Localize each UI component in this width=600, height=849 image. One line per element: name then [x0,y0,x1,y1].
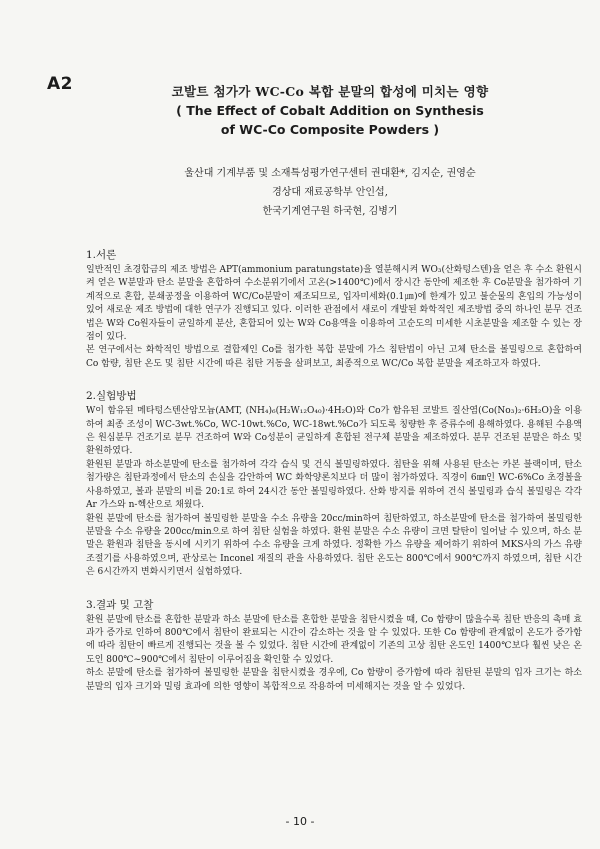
results-paragraph-2: 하소 분말에 탄소를 첨가하여 볼밀링한 분말을 침탄시켰을 경우에, Co 함량이 증가함에 따라 침탄된 분말의 입자 크기는 하소 분말의 입자 크기와 밀링 효과에 의한 영향이 복합적으로 작용하여 미세해지는 것을 알 수 있었다. [86,668,582,692]
author-affiliations [110,164,550,221]
abstract-id-badge: A2 [47,74,73,94]
section-spacer [86,371,582,389]
page-number: - 10 - [285,815,315,828]
section-heading-results: 3.결과 및 고찰 [86,598,154,611]
intro-paragraph-2: 본 연구에서는 화학적인 방법으로 결합제인 Co를 첨가한 복합 분말에 가스 침탄법이 아닌 고체 탄소를 볼밀링으로 혼합하여 Co 함량, 침탄 온도 및 침탄 시간에 따른 침탄 거동을 살펴보고, 최종적으로 WC/Co 복합 분말을 제조하고자 하였다. [86,345,582,369]
title-english-line2: of WC-Co Composite Powders ) [220,122,440,137]
results-paragraph-1: 환원 분말에 탄소를 혼합한 분말과 하소 분말에 탄소를 혼합한 분말을 침탄시켰을 때, Co 함량이 많을수록 침탄 반응의 촉매 효과가 증가로 인하여 800℃에서 침탄이 완료되는 시간이 감소하는 것을 알 수 있었다. 또한 Co 함량에 관계없이 온도가 증가함에 따라 침탄이 빠르게 진행되는 것을 볼 수 있었다. 침탄 시간에 관계없이 기존의 고상 침탄 온도인 1400℃보다 훨씬 낮은 온도인 800℃~900℃에서 침탄이 이루어짐을 확인할 수 있었다. [86,614,582,665]
section-heading-introduction: 1.서론 [86,249,117,261]
method-paragraph-3: 환원 분말에 탄소를 첨가하여 볼밀링한 분말을 수소 유량을 20cc/min하여 침탄하였고, 하소분말에 탄소를 첨가하여 볼밀링한 분말을 수소 유량을 200cc/min으로 하여 침탄 실험을 하였다. 환원 분말은 수소 유량이 크면 탈탄이 일어날 수 있으며, 하소 분말은 환원과 침탄을 동시에 시키기 위하여 수소 유량을 크게 하였다. 정확한 가스 유량을 제어하기 위하여 MKS사의 가스 유량 조절기를 사용하였으며, 관상로는 Inconel 재질의 관을 사용하였다. 침탄 온도는 800℃에서 900℃까지 하였으며, 침탄 시간은 6시간까지 변화시키면서 실험하였다. [86,513,582,578]
section-spacer [86,580,582,598]
section-heading-method: 2.실험방법 [86,390,137,403]
title-korean: 코발트 첨가가 WC-Co 복합 분말의 합성에 미치는 영향 [171,84,489,99]
method-paragraph-1: W이 함유된 메타텅스텐산암모늄(AMT, (NH₄)₆(H₂W₁₂O₄₀)·4H₂O)와 Co가 함유된 코발트 질산염(Co(No₃)₂·6H₂O)을 이용하여 최종 조성이 WC-3wt.%Co, WC-10wt.%Co, WC-18wt.%Co가 되도록 칭량한 후 증류수에 용해하였다. 용해된 수용액은 원심분무 건조기로 분무 건조하여 W와 Co성분이 균일하게 혼합된 전구체 분말을 제조하였다. 분무 건조된 분말은 하소 및 환원하였다. [86,406,582,457]
body-text [86,248,582,694]
author-line-1: 울산대 기계부품 및 소재특성평가연구센터 권대환*, 김지순, 권영순 [184,168,476,179]
author-line-3: 한국기계연구원 하국현, 김병기 [262,206,398,217]
method-paragraph-2: 환원된 분말과 하소분말에 탄소를 첨가하여 각각 습식 및 건식 볼밀링하였다. 침탄을 위해 사용된 탄소는 카본 블랙이며, 탄소 첨가량은 침탄과정에서 탄소의 손실을 감안하여 WC 화학양론치보다 더 많이 첨가하였다. 직경이 6㎜인 WC-6%Co 초경볼을 사용하였고, 볼과 분말의 비를 20:1로 하여 24시간 동안 볼밀링하였다. 산화 방지를 위하여 건식 볼밀링과 습식 볼밀링은 각각 Ar 가스와 n-헥산으로 채웠다. [86,459,582,511]
author-line-2: 경상대 재료공학부 안인섭, [272,187,388,198]
intro-paragraph-1: 일반적인 초경합금의 제조 방법은 APT(ammonium paratungstate)을 열분해시켜 WO₃(산화텅스텐)을 얻은 후 수소 환원시켜 얻은 W분말과 탄소 분말을 혼합하여 수소분위기에서 고온(>1400℃)에서 장시간 동안에 제조한 후 Co분말을 첨가하여 기계적으로 혼합, 분쇄공정을 이용하여 WC/Co분말이 제조되므로, 입자미세화(0.1㎛)에 한계가 있고 불순물의 혼입의 가능성이 있어 새로운 제조 방법에 대한 연구가 진행되고 있다. 이러한 관점에서 새로이 개발된 화학적인 제조방법 중의 하나인 분무 건조법은 W와 Co원자들이 균일하게 분산, 혼합되어 있는 W와 Co용액을 이용하여 고순도의 미세한 시초분말을 제조할 수 있는 장점이 있다. [86,265,582,343]
title-block [130,83,530,138]
title-english-line1: ( The Effect of Cobalt Addition on Synthesis [176,103,484,118]
